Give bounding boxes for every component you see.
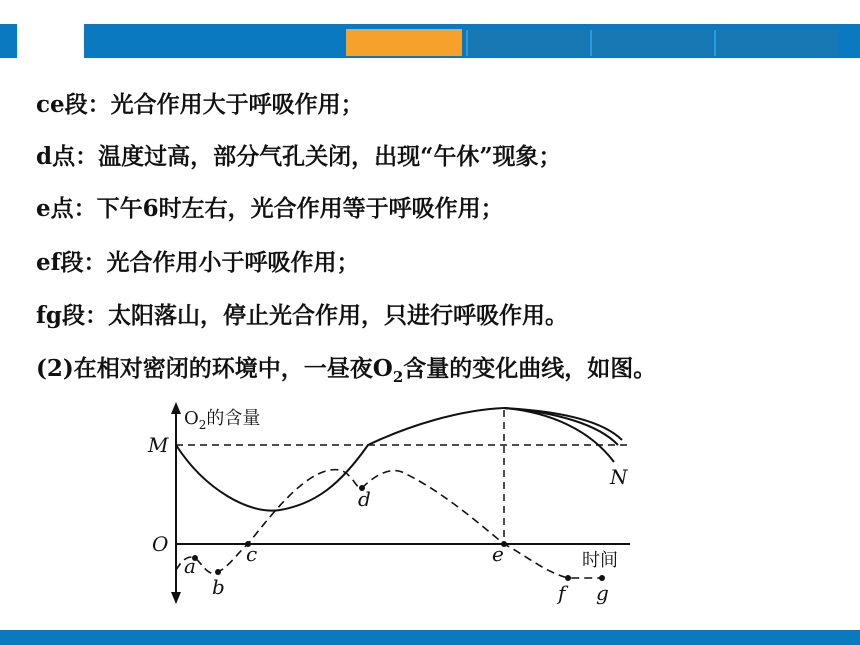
header-segment [714,30,838,56]
text-line-intro [36,354,656,392]
text-segment: 段：光合作用小于呼吸作用； [60,249,360,276]
y-axis-label: $O_2$的含量 [184,408,261,432]
label-d: d [358,487,371,511]
text-segment: ce [36,91,65,118]
header-segment [466,30,588,56]
rate-curve [176,470,602,578]
footer-bar [0,630,860,645]
text-segment: 点：下午6时左右，光合作用等于呼吸作用； [50,195,504,222]
header-accent-tab [346,29,462,56]
label-c: c [246,542,258,566]
label-n: N [610,465,628,489]
label-b: b [212,575,225,599]
header-bar-left [0,24,17,58]
text-line-ce [36,90,364,120]
y-axis-arrow-up [171,402,181,414]
text-segment: 含量的变化曲线，如图。 [403,355,657,382]
label-o: O [152,532,169,556]
x-axis-label: 时间 [582,550,618,571]
o2-content-figure [140,400,650,610]
text-segment: e [36,195,51,222]
text-segment: fg [36,302,62,329]
text-segment: (2)在相对密闭的环境中，一昼夜O [36,355,393,382]
label-e: e [492,542,504,566]
label-a: a [184,554,196,578]
text-segment: 2 [392,368,404,386]
label-g: g [596,581,609,605]
label-m: M [148,433,169,457]
header-segment [590,30,712,56]
y-axis-arrow-down [171,592,181,604]
text-segment: ef [36,249,61,276]
point-f-marker [565,575,571,581]
text-line-fg [36,301,568,331]
text-segment: 段：光合作用大于呼吸作用； [64,91,364,118]
text-line-e [36,194,504,224]
label-f: f [558,581,566,605]
text-segment: 段：太阳落山，停止光合作用，只进行呼吸作用。 [61,302,568,329]
text-line-d [36,142,562,172]
text-line-ef [36,248,360,278]
text-segment: 点：温度过高，部分气孔关闭，出现“午休”现象； [52,143,562,170]
text-segment: d [36,143,53,170]
